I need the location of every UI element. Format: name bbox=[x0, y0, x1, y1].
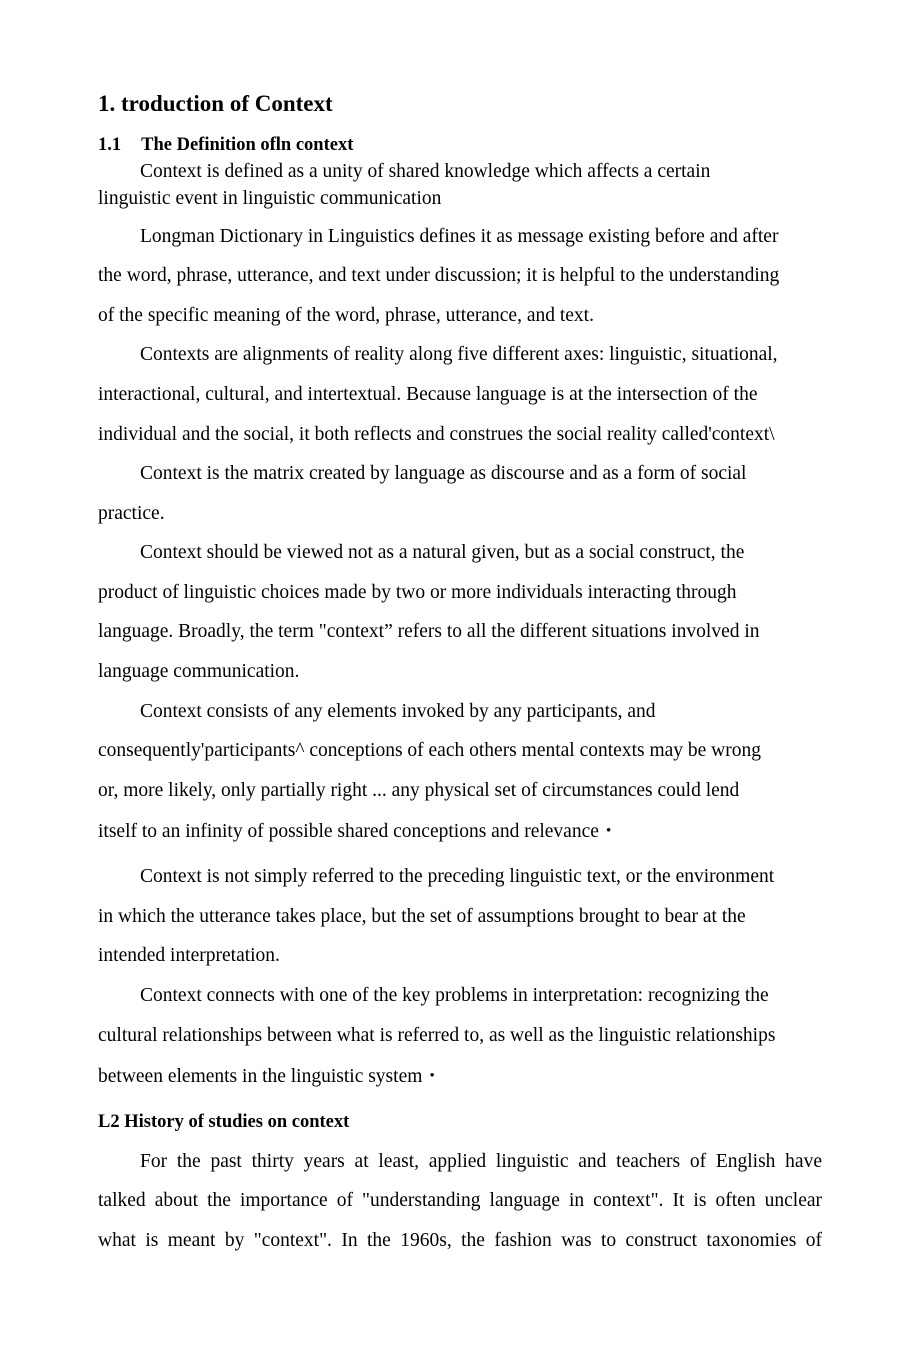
paragraph-line: Context consists of any elements invoked by any participants, and bbox=[140, 701, 656, 722]
paragraph-line: itself to an infinity of possible shared conceptions and relevance・ bbox=[98, 821, 619, 842]
paragraph-line: intended interpretation. bbox=[98, 945, 280, 966]
paragraph-line: Context connects with one of the key problems in interpretation: recognizing the bbox=[140, 985, 769, 1006]
paragraph-line: language communication. bbox=[98, 661, 300, 682]
paragraph-line: of the specific meaning of the word, phrase, utterance, and text. bbox=[98, 305, 594, 326]
section-heading-1-1 bbox=[98, 133, 353, 157]
paragraph-line: language. Broadly, the term "context” refers to all the different situations involved in bbox=[98, 621, 760, 642]
paragraph-line: or, more likely, only partially right ... any physical set of circumstances could lend bbox=[98, 780, 740, 801]
paragraph-line: product of linguistic choices made by two or more individuals interacting through bbox=[98, 582, 737, 603]
paragraph-line: the word, phrase, utterance, and text under discussion; it is helpful to the understanding bbox=[98, 265, 780, 286]
paragraph-line: individual and the social, it both reflects and construes the social reality called'context\ bbox=[98, 424, 775, 445]
paragraph-line: between elements in the linguistic system・ bbox=[98, 1066, 442, 1087]
section-number: 1.1 bbox=[98, 135, 122, 155]
paragraph-line: Contexts are alignments of reality along five different axes: linguistic, situational, bbox=[140, 344, 778, 365]
paragraph-line: what is meant by "context". In the 1960s, the fashion was to construct taxonomies of bbox=[98, 1230, 822, 1251]
chapter-heading: 1. troduction of Context bbox=[98, 91, 333, 116]
paragraph-line: consequently'participants^ conceptions of each others mental contexts may be wrong bbox=[98, 740, 761, 761]
paragraph-line: in which the utterance takes place, but the set of assumptions brought to bear at the bbox=[98, 906, 746, 927]
section-title: The Definition ofln context bbox=[141, 135, 354, 155]
paragraph-line: Context is the matrix created by language as discourse and as a form of social bbox=[140, 463, 747, 484]
paragraph-line: Context is not simply referred to the preceding linguistic text, or the environment bbox=[140, 866, 775, 887]
paragraph-line: Context is defined as a unity of shared knowledge which affects a certain bbox=[140, 161, 711, 182]
paragraph-line: Context should be viewed not as a natural given, but as a social construct, the bbox=[140, 542, 745, 563]
section-heading-1-2: L2 History of studies on context bbox=[98, 1112, 350, 1132]
paragraph-line: interactional, cultural, and intertextual. Because language is at the intersection of the bbox=[98, 384, 758, 405]
paragraph-line: cultural relationships between what is referred to, as well as the linguistic relationships bbox=[98, 1025, 776, 1046]
paragraph-line: linguistic event in linguistic communication bbox=[98, 188, 442, 209]
paragraph-line: talked about the importance of "understanding language in context". It is often unclear bbox=[98, 1190, 822, 1211]
paragraph-line: practice. bbox=[98, 503, 165, 524]
paragraph-line: Longman Dictionary in Linguistics defines it as message existing before and after bbox=[140, 226, 779, 247]
paragraph-line: For the past thirty years at least, applied linguistic and teachers of English have bbox=[140, 1151, 822, 1172]
